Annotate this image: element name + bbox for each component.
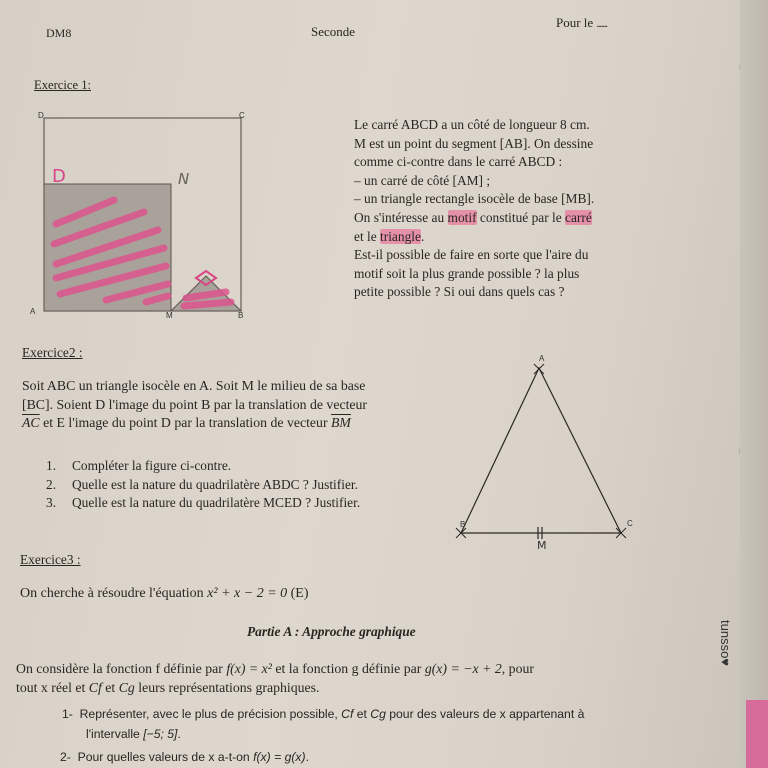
ex1-line-7: et le triangle. xyxy=(354,228,425,244)
ex1-line-3: comme ci-contre dans le carré ABCD : xyxy=(354,154,563,170)
ex2-line-3: $\overline{AC}$ et E l'image du point D par la translation de vecteur $\overline{BM}$ xyxy=(22,415,351,431)
exercise-2-text xyxy=(22,377,367,433)
due-date-label: Pour le ....... xyxy=(556,15,607,30)
highlight-carre: carré xyxy=(565,209,592,225)
interval: [−5; 5] xyxy=(143,727,178,741)
ex1-line-5: – un triangle rectangle isocèle de base [MB]. xyxy=(354,191,595,207)
label-a: A xyxy=(539,354,545,363)
question-item: 1. Compléter la figure ci-contre. xyxy=(46,458,232,473)
ex1-line-8: Est-il possible de faire en sorte que l'aire du xyxy=(354,247,589,263)
exercise-3-title: Exercice3 : xyxy=(20,552,81,567)
notebook-brand: tunsso♥ xyxy=(718,620,733,667)
doc-label: DM8 xyxy=(46,26,72,40)
label-b: B xyxy=(460,520,466,529)
ex3-line-1: On considère la fonction f définie par f(x) = x² et la fonction g définie par g(x) = −x + 2, pour xyxy=(16,661,534,676)
ex3-line-2: tout x réel et Cf et Cg leurs représentations graphiques. xyxy=(16,679,320,695)
question-item: 2. Quelle est la nature du quadrilatère ABDC ? Justifier. xyxy=(46,476,358,492)
exercise-1-title: Exercice 1: xyxy=(34,78,91,92)
exercise-3-intro: On cherche à résoudre l'équation x² + x − 2 = 0 (E) xyxy=(20,586,309,601)
exercise-3-text xyxy=(16,660,534,697)
exercise-1-figure xyxy=(26,108,266,323)
part-a-title: Partie A : Approche graphique xyxy=(247,624,416,639)
ex1-line-10: petite possible ? Si oui dans quels cas ? xyxy=(354,284,565,300)
ex1-line-1: Le carré ABCD a un côté de longueur 8 cm. xyxy=(354,117,590,132)
ex1-line-9: motif soit la plus grande possible ? la plus xyxy=(354,265,580,281)
ex1-line-6: On s'intéresse au motif constitué par le carré xyxy=(354,209,592,225)
part-a-question-1: 1- Représenter, avec le plus de précision possible, Cf et Cg pour des valeurs de x appartenant à l'intervalle [−5; 5]. xyxy=(62,707,585,741)
exercise-2-title: Exercice2 : xyxy=(22,345,83,360)
label-b: B xyxy=(238,311,244,320)
label-a: A xyxy=(30,307,36,316)
highlight-triangle: triangle xyxy=(380,228,421,244)
exercise-1-text xyxy=(354,116,594,302)
ex2-line-2: [BC]. Soient D l'image du point B par la translation de vecteur xyxy=(22,396,368,412)
pink-tab xyxy=(746,700,768,768)
g-definition: g(x) = −x + 2 xyxy=(424,661,502,676)
exercise-2-questions xyxy=(46,457,360,513)
label-m: M xyxy=(166,311,173,320)
hand-label-n: N xyxy=(178,170,190,188)
f-definition: f(x) = x² xyxy=(226,661,272,676)
vector-bm: $\overline{BM}$ xyxy=(331,415,351,431)
equation-e: x² + x − 2 = 0 xyxy=(207,586,288,601)
equation-f-equals-g: f(x) = g(x) xyxy=(253,750,306,764)
label-d: D xyxy=(38,111,44,120)
hand-label-d: D xyxy=(52,166,66,187)
exercise-2-figure xyxy=(450,350,650,560)
part-a-question-2: 2- Pour quelles valeurs de x a-t-on f(x) = g(x). xyxy=(60,750,309,764)
label-c: C xyxy=(239,111,245,120)
label-c: C xyxy=(627,519,633,528)
question-item: 3. Quelle est la nature du quadrilatère MCED ? Justifier. xyxy=(46,495,361,511)
highlight-motif: motif xyxy=(447,209,477,225)
triangle-abc xyxy=(461,368,621,533)
label-m: M xyxy=(537,539,547,552)
ex1-line-4: – un carré de côté [AM] ; xyxy=(354,172,491,188)
class-level: Seconde xyxy=(311,24,356,39)
ex1-line-2: M est un point du segment [AB]. On dessine xyxy=(354,135,594,151)
ex2-line-1: Soit ABC un triangle isocèle en A. Soit M le milieu de sa base xyxy=(22,378,366,393)
vector-ac: $\overline{AC}$ xyxy=(22,415,40,431)
